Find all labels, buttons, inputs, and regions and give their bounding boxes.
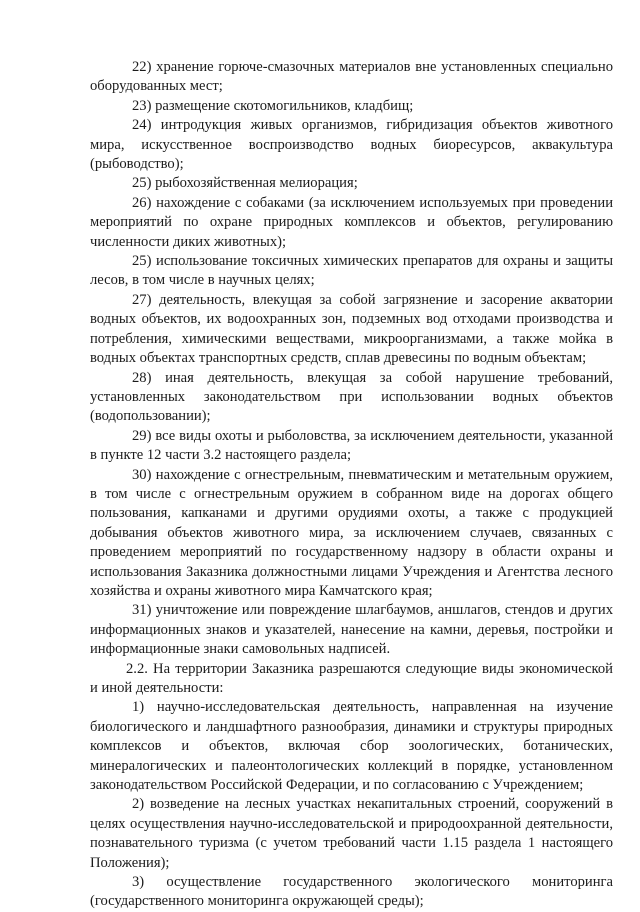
list-item: 22) хранение горюче-смазочных материалов вне установленных специально оборудованных мест; — [90, 59, 613, 95]
list-item: 25) использование токсичных химических препаратов для охраны и защиты лесов, в том числе в научных целях; — [90, 253, 613, 289]
list-item: 3) осуществление государственного экологического мониторинга (государственного мониторинга окружающей среды); — [90, 874, 613, 910]
list-item: 28) иная деятельность, влекущая за собой нарушение требований, установленных законодательством при использовании водных объектов (водопользовании); — [90, 369, 613, 425]
list-item: 24) интродукция живых организмов, гибридизация объектов животного мира, искусственное воспроизводство водных биоресурсов, аквакультура (рыбоводство); — [90, 117, 613, 173]
list-item: 29) все виды охоты и рыболовства, за исключением деятельности, указанной в пункте 12 части 3.2 настоящего раздела; — [90, 427, 613, 464]
list-item: 25) рыбохозяйственная мелиорация; — [132, 175, 358, 192]
section-heading-paragraph: 2.2. На территории Заказника разрешаются следующие виды экономической и иной деятельности: — [90, 660, 613, 696]
list-item: 2) возведение на лесных участках некапитальных строений, сооружений в целях осуществления научно-исследовательской и природоохранной деятельности, познавательного туризма (с учетом требований части 1.15 раздела 1 настоящего Положения); — [90, 796, 613, 871]
list-item: 23) размещение скотомогильников, кладбищ; — [132, 97, 414, 114]
list-item: 26) нахождение с собаками (за исключением используемых при проведении мероприятий по охране природных комплексов и объектов, регулированию численности диких животных); — [90, 194, 613, 250]
list-item: 31) уничтожение или повреждение шлагбаумов, аншлагов, стендов и других информационных знаков и указателей, нанесение на камни, деревья, постройки и информационные знаки самовольных надписей. — [90, 602, 613, 658]
list-item: 1) научно-исследовательская деятельность, направленная на изучение биологического и ландшафтного разнообразия, динамики и структуры природных комплексов и объектов, включая сбор зоологических, ботанических, минералогических и палеонтологических коллекций в порядке, установленном законодательством Российской Федерации, и по согласованию с Учреждением; — [90, 699, 613, 794]
list-item: 30) нахождение с огнестрельным, пневматическим и метательным оружием, в том числе с огнестрельным оружием в собранном виде на дорогах общего пользования, капканами и другими орудиями охоты, а также с продукцией добывания объектов животного мира, за исключением случаев, связанных с проведением мероприятий по государственному надзору в области охраны и использования Заказника должностными лицами Учреждения и Агентства лесного хозяйства и охраны животного мира Камчатского края; — [90, 466, 613, 599]
list-item: 27) деятельность, влекущая за собой загрязнение и засорение акватории водных объектов, их водоохранных зон, подземных вод отходами производства и потребления, химическими веществами, микроорганизмами, а также мойка в водных объектах транспортных средств, сплав древесины по водным объектам; — [90, 291, 613, 367]
document-page — [90, 58, 613, 912]
